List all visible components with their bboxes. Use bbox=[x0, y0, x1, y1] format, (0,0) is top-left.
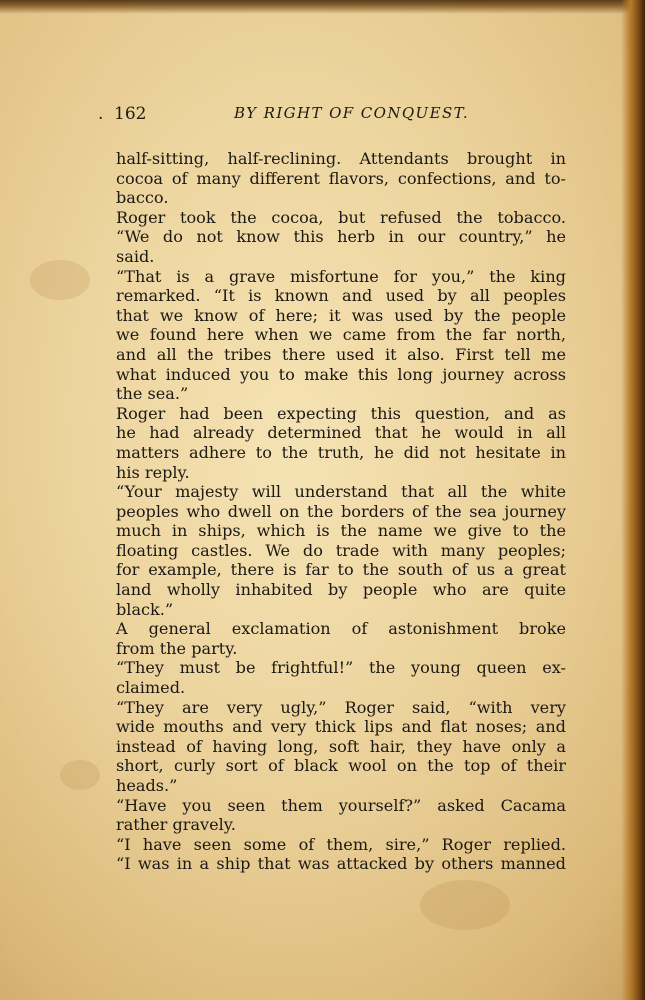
paper-stain bbox=[60, 760, 100, 790]
text-line: short, curly sort of black wool on the top of their bbox=[116, 756, 566, 776]
paper-stain bbox=[420, 880, 510, 930]
text-line: cocoa of many different flavors, confections, and to- bbox=[116, 168, 566, 188]
text-line: rather gravely. bbox=[116, 815, 236, 835]
text-line: black.” bbox=[116, 599, 174, 619]
text-line: “I have seen some of them, sire,” Roger replied. bbox=[116, 834, 566, 854]
paper-stain bbox=[30, 260, 90, 300]
body-text bbox=[116, 149, 566, 874]
page-top-edge bbox=[0, 0, 645, 14]
text-line: matters adhere to the truth, he did not hesitate in bbox=[116, 442, 566, 462]
page-number-dot: . bbox=[98, 104, 104, 124]
text-line: “We do not know this herb in our country,” he bbox=[116, 227, 566, 247]
text-line: the sea.” bbox=[116, 384, 189, 404]
text-line: A general exclamation of astonishment broke bbox=[116, 619, 566, 639]
text-line: we found here when we came from the far north, bbox=[116, 325, 566, 345]
text-line: Roger took the cocoa, but refused the tobacco. bbox=[116, 207, 566, 227]
page-header bbox=[98, 104, 568, 128]
text-line: for example, there is far to the south of us a great bbox=[116, 560, 566, 580]
text-line: that we know of here; it was used by the people bbox=[116, 305, 566, 325]
text-line: said. bbox=[116, 246, 155, 266]
text-line: much in ships, which is the name we give to the bbox=[116, 521, 566, 541]
text-line: bacco. bbox=[116, 188, 169, 208]
text-line: “I was in a ship that was attacked by others manned bbox=[116, 854, 566, 874]
running-head: BY RIGHT OF CONQUEST. bbox=[234, 104, 469, 122]
text-line: his reply. bbox=[116, 462, 190, 482]
page-number: 162 bbox=[114, 104, 147, 124]
text-line: peoples who dwell on the borders of the sea journey bbox=[116, 501, 566, 521]
text-line: from the party. bbox=[116, 638, 238, 658]
text-line: remarked. “It is known and used by all peoples bbox=[116, 286, 566, 306]
text-line: Roger had been expecting this question, and as bbox=[116, 403, 566, 423]
text-line: “They must be frightful!” the young queen ex- bbox=[116, 658, 566, 678]
text-line: instead of having long, soft hair, they have only a bbox=[116, 736, 566, 756]
page-right-edge bbox=[621, 0, 645, 1000]
text-line: “That is a grave misfortune for you,” the king bbox=[116, 266, 566, 286]
text-line: heads.” bbox=[116, 776, 178, 795]
text-line: what induced you to make this long journey across bbox=[116, 364, 566, 384]
text-line: “They are very ugly,” Roger said, “with very bbox=[116, 697, 566, 717]
text-line: wide mouths and very thick lips and flat noses; and bbox=[116, 717, 566, 737]
text-line: he had already determined that he would in all bbox=[116, 423, 566, 443]
text-line: land wholly inhabited by people who are quite bbox=[116, 580, 566, 600]
text-line: floating castles. We do trade with many peoples; bbox=[116, 540, 566, 560]
text-line: “Have you seen them yourself?” asked Cacama bbox=[116, 795, 566, 815]
text-line: “Your majesty will understand that all the white bbox=[116, 482, 566, 502]
text-line: claimed. bbox=[116, 678, 186, 698]
text-line: and all the tribes there used it also. First tell me bbox=[116, 344, 566, 364]
text-line: half-sitting, half-reclining. Attendants brought in bbox=[116, 149, 566, 168]
